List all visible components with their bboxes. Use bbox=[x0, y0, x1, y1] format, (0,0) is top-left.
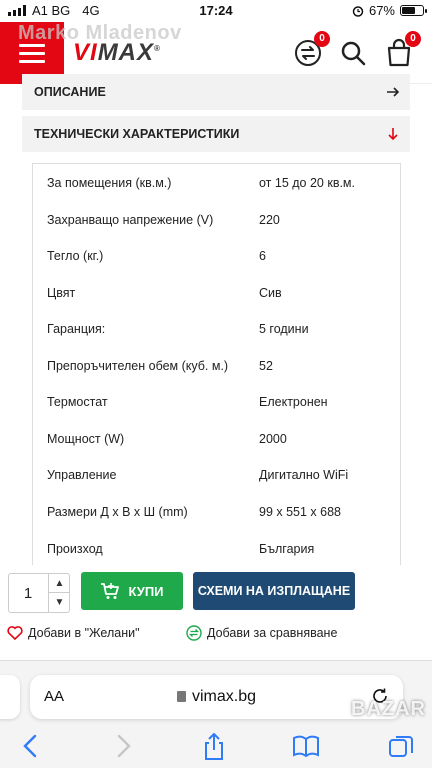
spec-label: За помещения (кв.м.) bbox=[47, 176, 172, 190]
bookmarks-icon[interactable] bbox=[292, 733, 320, 759]
spec-row bbox=[33, 383, 401, 419]
carrier-name: A1 BG bbox=[32, 3, 71, 18]
spec-label: Цвят bbox=[47, 286, 76, 300]
heart-icon bbox=[7, 625, 23, 640]
compare-arrows-icon bbox=[186, 625, 202, 641]
battery-fill bbox=[402, 7, 415, 14]
compare-label: Добави за сравняване bbox=[207, 626, 338, 640]
browser-nav-row bbox=[0, 729, 432, 768]
text-size-button[interactable]: AA bbox=[44, 688, 65, 705]
arrow-right-icon bbox=[386, 85, 400, 99]
tech-specs-heading: ТЕХНИЧЕСКИ ХАРАКТЕРИСТИКИ bbox=[34, 127, 240, 141]
status-time: 17:24 bbox=[199, 3, 233, 18]
payment-schemes-button[interactable] bbox=[193, 572, 355, 610]
spec-value: от 15 до 20 кв.м. bbox=[259, 176, 355, 190]
description-section-toggle[interactable] bbox=[22, 74, 410, 110]
buy-label: КУПИ bbox=[128, 583, 164, 599]
network-type: 4G bbox=[82, 3, 100, 18]
spec-row bbox=[33, 237, 401, 273]
spec-label: Мощност (W) bbox=[47, 432, 125, 446]
spec-value: 2000 bbox=[259, 432, 287, 446]
vimax-logo[interactable]: VIMAX® bbox=[73, 39, 161, 66]
tabs-icon[interactable] bbox=[388, 733, 414, 759]
spec-value: България bbox=[259, 542, 315, 556]
url-display[interactable] bbox=[30, 688, 403, 706]
back-icon[interactable] bbox=[20, 733, 42, 759]
quantity-decrease-button[interactable] bbox=[48, 593, 70, 612]
alarm-icon bbox=[352, 5, 364, 17]
spec-row bbox=[33, 274, 401, 310]
arrow-down-icon bbox=[386, 127, 400, 141]
spec-value: Сив bbox=[259, 286, 282, 300]
lock-icon bbox=[177, 691, 186, 702]
product-action-bar bbox=[0, 565, 432, 660]
spec-row bbox=[33, 347, 401, 383]
spec-label: Тегло (кг.) bbox=[47, 249, 104, 263]
spec-label: Произход bbox=[47, 542, 103, 556]
url-text: vimax.bg bbox=[191, 688, 257, 705]
spec-row bbox=[33, 201, 401, 237]
share-icon[interactable] bbox=[202, 733, 226, 761]
specs-table bbox=[32, 163, 401, 565]
spec-value: 5 години bbox=[259, 322, 309, 336]
previous-tab-peek[interactable] bbox=[0, 675, 20, 719]
spec-value: 99 x 551 x 688 bbox=[259, 505, 342, 519]
spec-value: 52 bbox=[259, 359, 273, 373]
spec-label: Размери Д х В х Ш (mm) bbox=[47, 505, 188, 519]
spec-label: Термостат bbox=[47, 395, 108, 409]
spec-label: Препоръчителен обем (куб. м.) bbox=[47, 359, 229, 373]
battery-icon bbox=[400, 5, 424, 16]
spec-row bbox=[33, 493, 401, 529]
cart-button[interactable] bbox=[383, 33, 416, 69]
add-to-wishlist-link[interactable] bbox=[7, 625, 140, 640]
chevron-down-icon: ▼ bbox=[54, 597, 65, 608]
quantity-stepper[interactable] bbox=[8, 573, 70, 613]
quantity-value[interactable]: 1 bbox=[23, 585, 33, 602]
chevron-up-icon: ▲ bbox=[54, 578, 65, 589]
spec-row bbox=[33, 310, 401, 346]
spec-value: 6 bbox=[259, 249, 266, 263]
spec-value: Електронен bbox=[259, 395, 328, 409]
spec-row bbox=[33, 420, 401, 456]
wishlist-label: Добави в "Желани" bbox=[28, 625, 140, 640]
spec-row bbox=[33, 530, 401, 565]
status-right bbox=[352, 3, 424, 18]
search-icon bbox=[337, 37, 369, 69]
description-heading: ОПИСАНИЕ bbox=[34, 85, 106, 99]
tech-specs-section-toggle[interactable] bbox=[22, 116, 410, 152]
compare-button[interactable] bbox=[292, 33, 325, 69]
address-bar[interactable] bbox=[30, 675, 403, 719]
add-to-cart-icon bbox=[100, 582, 120, 600]
buy-button[interactable] bbox=[81, 572, 183, 610]
spec-value: Дигитално WiFi bbox=[259, 468, 349, 482]
spec-label: Управление bbox=[47, 468, 117, 482]
add-to-compare-link[interactable] bbox=[186, 625, 337, 641]
status-bar bbox=[0, 0, 432, 22]
payment-schemes-label: СХЕМИ НА ИЗПЛАЩАНЕ bbox=[197, 584, 351, 598]
watermark-logo: BAZAR bbox=[351, 698, 426, 720]
battery-percent: 67% bbox=[368, 3, 395, 18]
forward-icon[interactable] bbox=[112, 733, 134, 759]
spec-row bbox=[33, 164, 401, 200]
spec-label: Захранващо напрежение (V) bbox=[47, 213, 214, 227]
quantity-increase-button[interactable] bbox=[48, 574, 70, 593]
spec-value: 220 bbox=[259, 213, 280, 227]
compare-badge: 0 bbox=[314, 31, 330, 47]
spec-label: Гаранция: bbox=[47, 322, 106, 336]
cart-badge: 0 bbox=[405, 31, 421, 47]
search-button[interactable] bbox=[337, 37, 369, 69]
seller-name-overlay: Marko Mladenov bbox=[18, 22, 182, 44]
spec-row bbox=[33, 456, 401, 492]
